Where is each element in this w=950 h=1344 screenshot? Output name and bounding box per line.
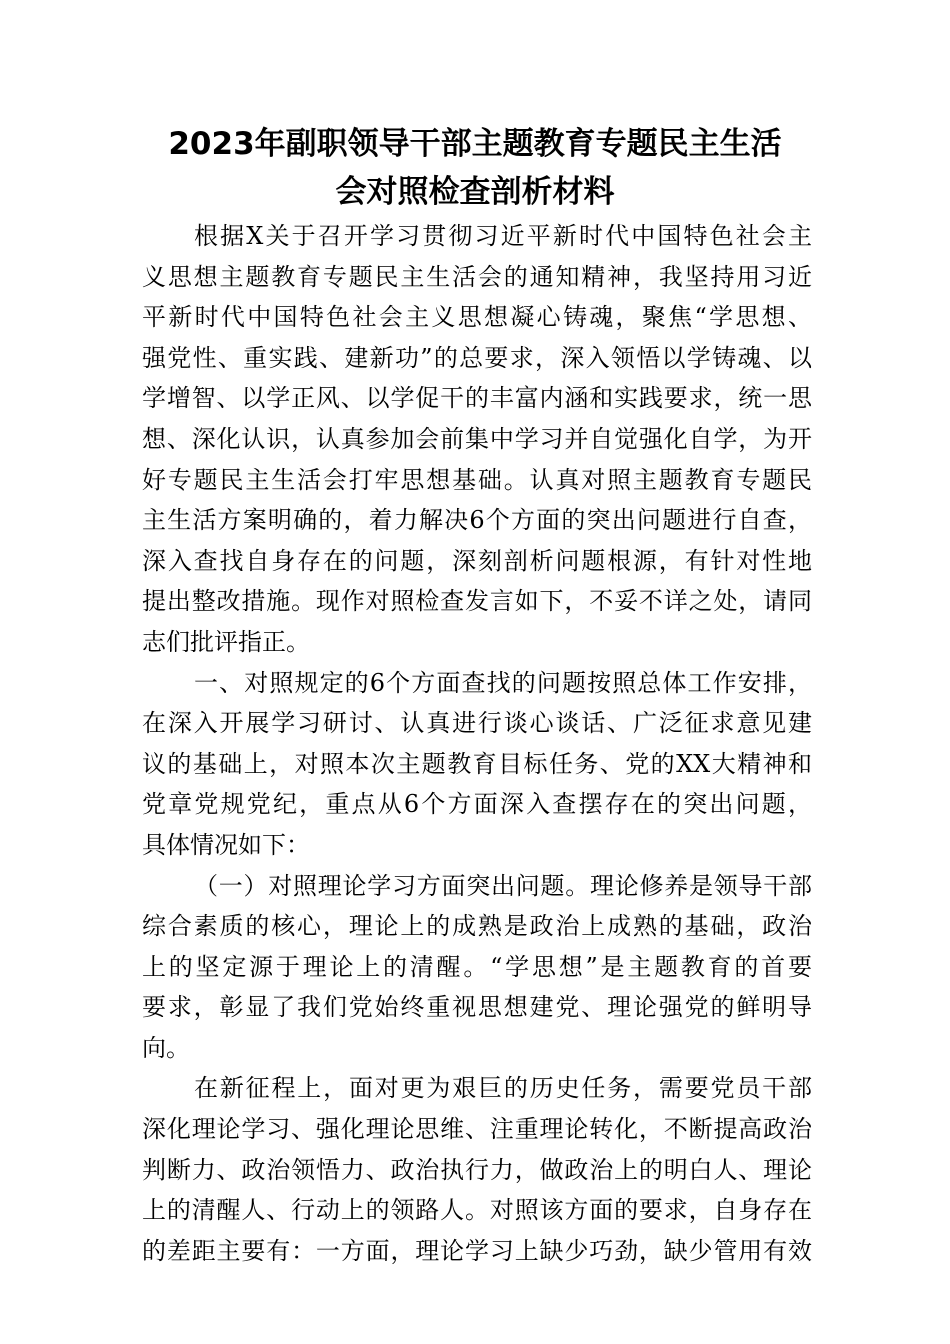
paragraph-line: 上的清醒人、行动上的领路人。对照该方面的要求，自身存在: [142, 1196, 812, 1225]
paragraph-line: 志们批评指正。: [142, 627, 310, 656]
paragraph-line: 想、深化认识，认真参加会前集中学习并自觉强化自学，为开: [142, 424, 812, 453]
paragraph-line: 党章党规党纪，重点从6个方面深入查摆存在的突出问题，: [142, 790, 812, 819]
paragraph-line: 一、对照规定的6个方面查找的问题按照总体工作安排，: [194, 668, 812, 697]
paragraph-line: 主生活方案明确的，着力解决6个方面的突出问题进行自查，: [142, 506, 812, 535]
document-title-line-1: 2023年副职领导干部主题教育专题民主生活: [168, 126, 782, 162]
paragraph-line: 强党性、重实践、建新功”的总要求，深入领悟以学铸魂、以: [142, 343, 812, 372]
paragraph-line: 向。: [142, 1033, 190, 1062]
document-body: [142, 216, 812, 1271]
paragraph-line: 具体情况如下：: [142, 830, 310, 859]
paragraph-line: 判断力、政治领悟力、政治执行力，做政治上的明白人、理论: [142, 1155, 812, 1184]
paragraph-line: 根据X关于召开学习贯彻习近平新时代中国特色社会主: [194, 222, 812, 250]
paragraph-line: 提出整改措施。现作对照检查发言如下，不妥不详之处，请同: [142, 587, 812, 616]
paragraph-line: 议的基础上，对照本次主题教育目标任务、党的XX大精神和: [142, 749, 812, 778]
paragraph-line: （一）对照理论学习方面突出问题。理论修养是领导干部: [194, 871, 812, 900]
paragraph-line: 要求，彰显了我们党始终重视思想建党、理论强党的鲜明导: [142, 993, 812, 1022]
paragraph-line: 的差距主要有：一方面，理论学习上缺少巧劲，缺少管用有效: [142, 1236, 812, 1265]
paragraph-line: 平新时代中国特色社会主义思想凝心铸魂，聚焦“学思想、: [142, 303, 812, 332]
paragraph-line: 义思想主题教育专题民主生活会的通知精神，我坚持用习近: [142, 262, 812, 291]
paragraph-line: 综合素质的核心，理论上的成熟是政治上成熟的基础，政治: [142, 912, 812, 941]
paragraph-line: 学增智、以学正风、以学促干的丰富内涵和实践要求，统一思: [142, 384, 812, 413]
paragraph-line: 深化理论学习、强化理论思维、注重理论转化，不断提高政治: [142, 1115, 812, 1144]
document-title-line-2: 会对照检查剖析材料: [335, 174, 615, 210]
paragraph-line: 好专题民主生活会打牢思想基础。认真对照主题教育专题民: [142, 465, 812, 494]
paragraph-line: 深入查找自身存在的问题，深刻剖析问题根源，有针对性地: [142, 546, 812, 575]
paragraph-line: 在新征程上，面对更为艰巨的历史任务，需要党员干部: [194, 1074, 812, 1103]
paragraph-line: 上的坚定源于理论上的清醒。“学思想”是主题教育的首要: [142, 952, 812, 981]
paragraph-line: 在深入开展学习研讨、认真进行谈心谈话、广泛征求意见建: [142, 709, 812, 738]
